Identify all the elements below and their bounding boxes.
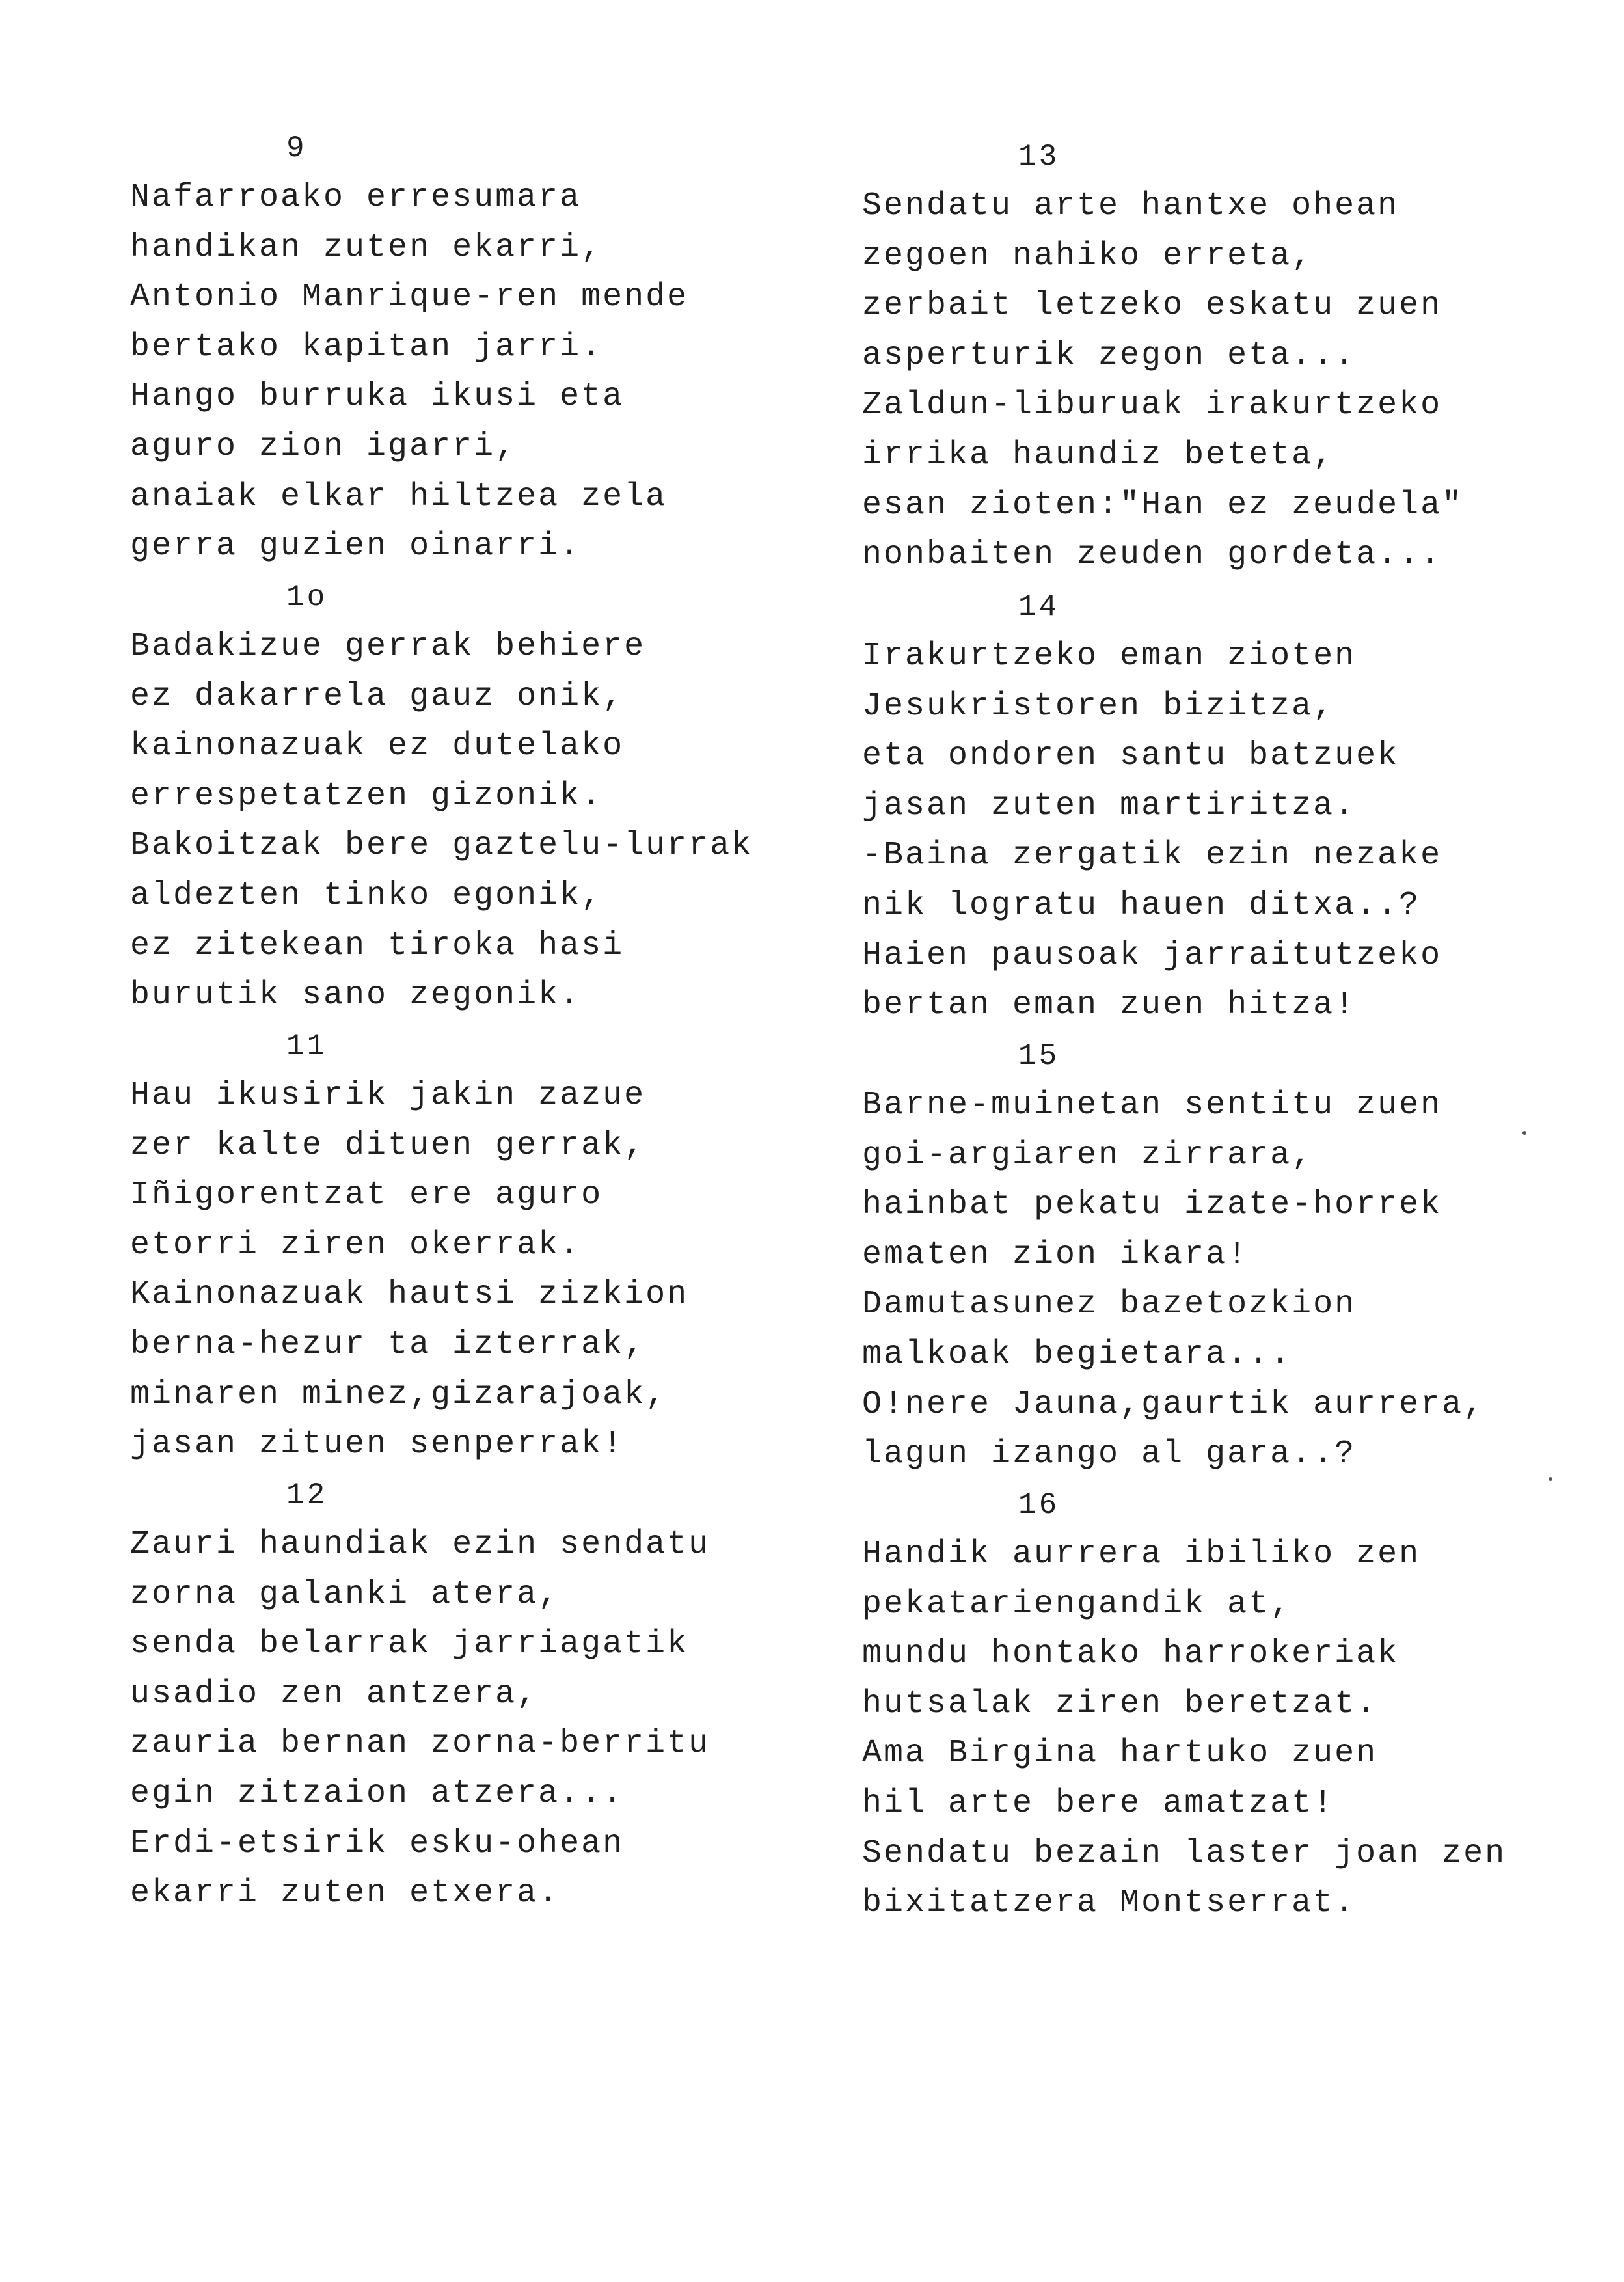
- verse-line: Kainonazuak hautsi zizkion: [130, 1276, 689, 1314]
- verse-line: zauria bernan zorna-berritu: [130, 1725, 710, 1763]
- stanza-10: [130, 573, 807, 1021]
- verse-line: hainbat pekatu izate-horrek: [862, 1186, 1442, 1224]
- verse-line: handikan zuten ekarri,: [130, 228, 603, 266]
- verse-line: egin zitzaion atzera...: [130, 1774, 625, 1812]
- verse-line: Nafarroako erresumara: [130, 179, 582, 216]
- verse-line: burutik sano zegonik.: [130, 977, 582, 1014]
- verse-line: Irakurtzeko eman zioten: [862, 638, 1357, 675]
- verse-line: aguro zion igarri,: [130, 428, 517, 465]
- scan-speck: [1549, 1477, 1552, 1481]
- stanza-number: 1o: [286, 580, 328, 614]
- stanza-number: 9: [286, 131, 307, 165]
- verse-line: Zauri haundiak ezin sendatu: [130, 1526, 710, 1563]
- verse-line: Bakoitzak bere gaztelu-lurrak: [130, 827, 753, 865]
- verse-line: bertako kapitan jarri.: [130, 328, 603, 366]
- verse-line: zer kalte dituen gerrak,: [130, 1126, 646, 1164]
- verse-line: Damutasunez bazetozkion: [862, 1286, 1357, 1324]
- verse-line: Sendatu arte hantxe ohean: [862, 187, 1400, 224]
- verse-line: pekatariengandik at,: [862, 1585, 1292, 1623]
- verse-line: hutsalak ziren beretzat.: [862, 1685, 1378, 1722]
- verse-line: Handik aurrera ibiliko zen: [862, 1536, 1421, 1573]
- verse-line: kainonazuak ez dutelako: [130, 727, 625, 765]
- stanza-13: [862, 132, 1539, 580]
- verse-line: nik logratu hauen ditxa..?: [862, 886, 1421, 924]
- verse-line: bixitatzera Montserrat.: [862, 1884, 1357, 1922]
- verse-line: esan zioten:"Han ez zeudela": [862, 486, 1464, 524]
- verse-line: Barne-muinetan sentitu zuen: [862, 1087, 1442, 1124]
- verse-line: irrika haundiz beteta,: [862, 436, 1335, 474]
- stanza-number: 12: [286, 1478, 328, 1512]
- stanza-15: [862, 1031, 1539, 1480]
- stanza-number: 11: [286, 1029, 328, 1063]
- verse-line: ez dakarrela gauz onik,: [130, 677, 625, 715]
- verse-line: errespetatzen gizonik.: [130, 777, 603, 815]
- verse-line: jasan zuten martiritza.: [862, 787, 1357, 824]
- stanza-12: [130, 1471, 807, 1919]
- verse-line: aldezten tinko egonik,: [130, 876, 603, 914]
- verse-line: Antonio Manrique-ren mende: [130, 278, 689, 316]
- verse-line: gerra guzien oinarri.: [130, 528, 582, 565]
- stanza-16: [862, 1480, 1539, 1929]
- verse-line: zerbait letzeko eskatu zuen: [862, 287, 1442, 325]
- verse-line: ekarri zuten etxera.: [130, 1875, 560, 1912]
- stanza-11: [130, 1022, 807, 1470]
- verse-line: bertan eman zuen hitza!: [862, 986, 1357, 1024]
- verse-line: zorna galanki atera,: [130, 1575, 560, 1613]
- verse-line: ez zitekean tiroka hasi: [130, 927, 625, 964]
- verse-line: asperturik zegon eta...: [862, 336, 1357, 374]
- verse-line: lagun izango al gara..?: [862, 1435, 1357, 1473]
- verse-line: goi-argiaren zirrara,: [862, 1136, 1314, 1174]
- verse-line: Haien pausoak jarraitutzeko: [862, 936, 1442, 974]
- verse-line: Sendatu bezain laster joan zen: [862, 1834, 1507, 1872]
- verse-line: Ama Birgina hartuko zuen: [862, 1735, 1378, 1773]
- verse-line: Hango burruka ikusi eta: [130, 378, 625, 416]
- stanza-number: 16: [1018, 1488, 1060, 1522]
- verse-line: malkoak begietara...: [862, 1335, 1292, 1373]
- verse-line: ematen zion ikara!: [862, 1236, 1249, 1273]
- verse-line: eta ondoren santu batzuek: [862, 737, 1400, 775]
- verse-line: O!nere Jauna,gaurtik aurrera,: [862, 1385, 1485, 1423]
- stanza-9: [130, 124, 807, 572]
- verse-line: Zaldun-liburuak irakurtzeko: [862, 387, 1442, 424]
- verse-line: -Baina zergatik ezin nezake: [862, 837, 1442, 875]
- scan-speck: [1522, 1131, 1526, 1135]
- verse-line: berna-hezur ta izterrak,: [130, 1325, 646, 1363]
- verse-line: zegoen nahiko erreta,: [862, 237, 1314, 275]
- verse-line: hil arte bere amatzat!: [862, 1784, 1335, 1822]
- verse-line: Jesukristoren bizitza,: [862, 687, 1335, 725]
- verse-line: nonbaiten zeuden gordeta...: [862, 536, 1442, 574]
- verse-line: senda belarrak jarriagatik: [130, 1625, 689, 1663]
- verse-line: usadio zen antzera,: [130, 1675, 539, 1713]
- stanza-number: 15: [1018, 1039, 1060, 1073]
- verse-line: Badakizue gerrak behiere: [130, 628, 646, 665]
- verse-line: Erdi-etsirik esku-ohean: [130, 1825, 625, 1862]
- verse-line: mundu hontako harrokeriak: [862, 1635, 1400, 1673]
- verse-line: jasan zituen senperrak!: [130, 1426, 625, 1463]
- verse-line: anaiak elkar hiltzea zela: [130, 478, 668, 515]
- verse-line: Iñigorentzat ere aguro: [130, 1176, 603, 1214]
- verse-line: Hau ikusirik jakin zazue: [130, 1077, 646, 1114]
- stanza-number: 14: [1018, 590, 1060, 624]
- stanza-14: [862, 582, 1539, 1031]
- verse-line: etorri ziren okerrak.: [130, 1226, 582, 1264]
- verse-line: minaren minez,gizarajoak,: [130, 1376, 668, 1413]
- stanza-number: 13: [1018, 140, 1060, 174]
